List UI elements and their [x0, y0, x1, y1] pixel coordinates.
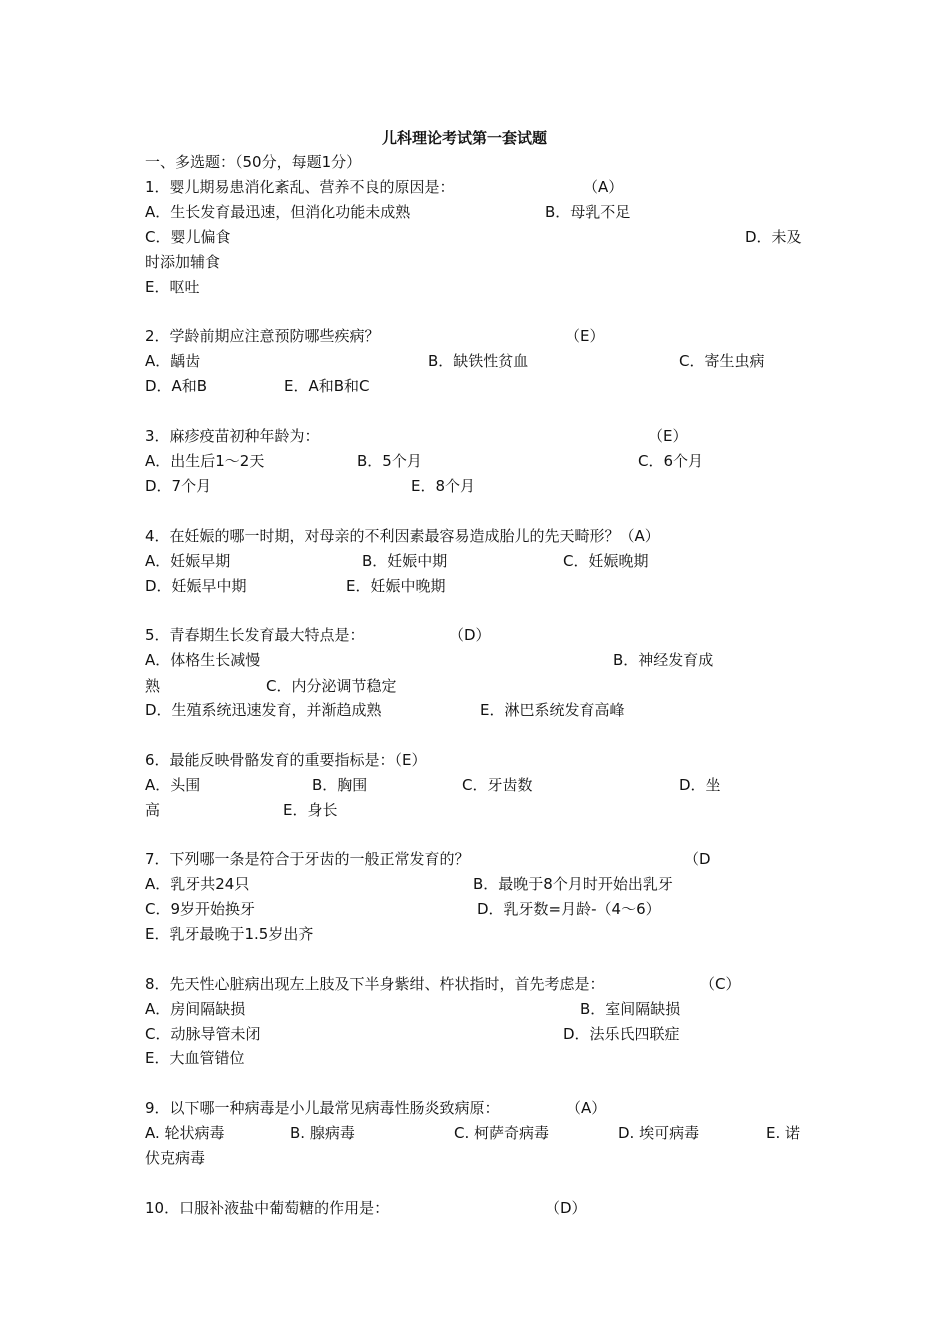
q9-answer: （A）	[566, 1099, 607, 1117]
q9-option-e: E. 诺	[766, 1124, 801, 1142]
q3-option-d: D．7个月	[145, 477, 212, 495]
q4-option-b: B．妊娠中期	[362, 552, 448, 570]
q7-option-b: B．最晚于8个月时开始出乳牙	[473, 875, 673, 893]
q1-option-a: A．生长发育最迅速，但消化功能未成熟	[145, 203, 411, 221]
q9-option-c: C. 柯萨奇病毒	[454, 1124, 550, 1142]
q5-stem: 5．青春期生长发育最大特点是：	[145, 626, 365, 644]
q5-option-a: A．体格生长减慢	[145, 651, 261, 669]
q3-option-e: E．8个月	[411, 477, 476, 495]
q4-stem: 4．在妊娠的哪一时期，对母亲的不利因素最容易造成胎儿的先天畸形？（A）	[145, 527, 660, 545]
q8-option-c: C．动脉导管未闭	[145, 1025, 261, 1043]
q7-option-a: A．乳牙共24只	[145, 875, 250, 893]
q6-option-a: A．头围	[145, 776, 201, 794]
q6-option-c: C．牙齿数	[462, 776, 533, 794]
q9-option-a: A. 轮状病毒	[145, 1124, 225, 1142]
q7-option-d: D．乳牙数=月龄-（4～6）	[477, 900, 661, 918]
q7-answer: （D	[684, 850, 711, 868]
document-title: 儿科理论考试第一套试题	[382, 129, 548, 147]
q3-option-a: A．出生后1～2天	[145, 452, 265, 470]
q1-answer: （A）	[583, 178, 624, 196]
q7-option-e: E．乳牙最晚于1.5岁出齐	[145, 925, 314, 943]
q1-option-b: B．母乳不足	[545, 203, 631, 221]
q10-stem: 10．口服补液盐中葡萄糖的作用是：	[145, 1199, 390, 1217]
q4-option-d: D．妊娠早中期	[145, 577, 247, 595]
q4-option-a: A．妊娠早期	[145, 552, 231, 570]
q1-option-e: E．呕吐	[145, 278, 200, 296]
q6-option-d-cont: 高	[145, 801, 161, 819]
q3-answer: （E）	[648, 427, 688, 445]
q9-stem: 9．以下哪一种病毒是小儿最常见病毒性肠炎致病原：	[145, 1099, 500, 1117]
q5-option-b-cont: 熟	[145, 677, 161, 695]
q3-stem: 3．麻疹疫苗初种年龄为：	[145, 427, 320, 445]
q6-option-e: E．身长	[283, 801, 338, 819]
q8-option-a: A．房间隔缺损	[145, 1000, 246, 1018]
q8-answer: （C）	[700, 975, 741, 993]
q4-option-e: E．妊娠中晚期	[346, 577, 446, 595]
q2-option-c: C．寄生虫病	[679, 352, 765, 370]
q8-stem: 8．先天性心脏病出现左上肢及下半身紫绀、杵状指时，首先考虑是：	[145, 975, 605, 993]
q5-option-e: E．淋巴系统发育高峰	[480, 701, 625, 719]
q8-option-e: E．大血管错位	[145, 1049, 245, 1067]
q6-option-d: D．坐	[679, 776, 721, 794]
q9-option-e-cont: 伏克病毒	[145, 1149, 206, 1167]
q2-stem: 2．学龄前期应注意预防哪些疾病？	[145, 327, 380, 345]
q9-option-d: D. 埃可病毒	[618, 1124, 700, 1142]
q8-option-b: B．室间隔缺损	[580, 1000, 681, 1018]
q2-option-e: E．A和B和C	[284, 377, 370, 395]
q7-option-c: C．9岁开始换牙	[145, 900, 256, 918]
q5-option-c: C．内分泌调节稳定	[266, 677, 397, 695]
q6-option-b: B．胸围	[312, 776, 368, 794]
q2-option-d: D．A和B	[145, 377, 208, 395]
q2-answer: （E）	[565, 327, 605, 345]
q5-answer: （D）	[449, 626, 491, 644]
q7-stem: 7．下列哪一条是符合于牙齿的一般正常发育的？	[145, 850, 470, 868]
q2-option-a: A．龋齿	[145, 352, 201, 370]
q6-stem: 6．最能反映骨骼发育的重要指标是：（E）	[145, 751, 427, 769]
q5-option-b: B．神经发育成	[613, 651, 714, 669]
section-heading: 一、多选题：（50分，每题1分）	[145, 153, 362, 171]
q1-stem: 1．婴儿期易患消化紊乱、营养不良的原因是：	[145, 178, 455, 196]
q3-option-b: B．5个月	[357, 452, 422, 470]
q1-option-c: C．婴儿偏食	[145, 228, 231, 246]
q3-option-c: C．6个月	[638, 452, 704, 470]
q4-option-c: C．妊娠晚期	[563, 552, 649, 570]
q10-answer: （D）	[545, 1199, 587, 1217]
q9-option-b: B. 腺病毒	[290, 1124, 355, 1142]
q1-option-d: D．未及	[745, 228, 802, 246]
q5-option-d: D．生殖系统迅速发育，并渐趋成熟	[145, 701, 382, 719]
q1-option-d-cont: 时添加辅食	[145, 253, 221, 271]
q8-option-d: D．法乐氏四联症	[563, 1025, 680, 1043]
q2-option-b: B．缺铁性贫血	[428, 352, 529, 370]
